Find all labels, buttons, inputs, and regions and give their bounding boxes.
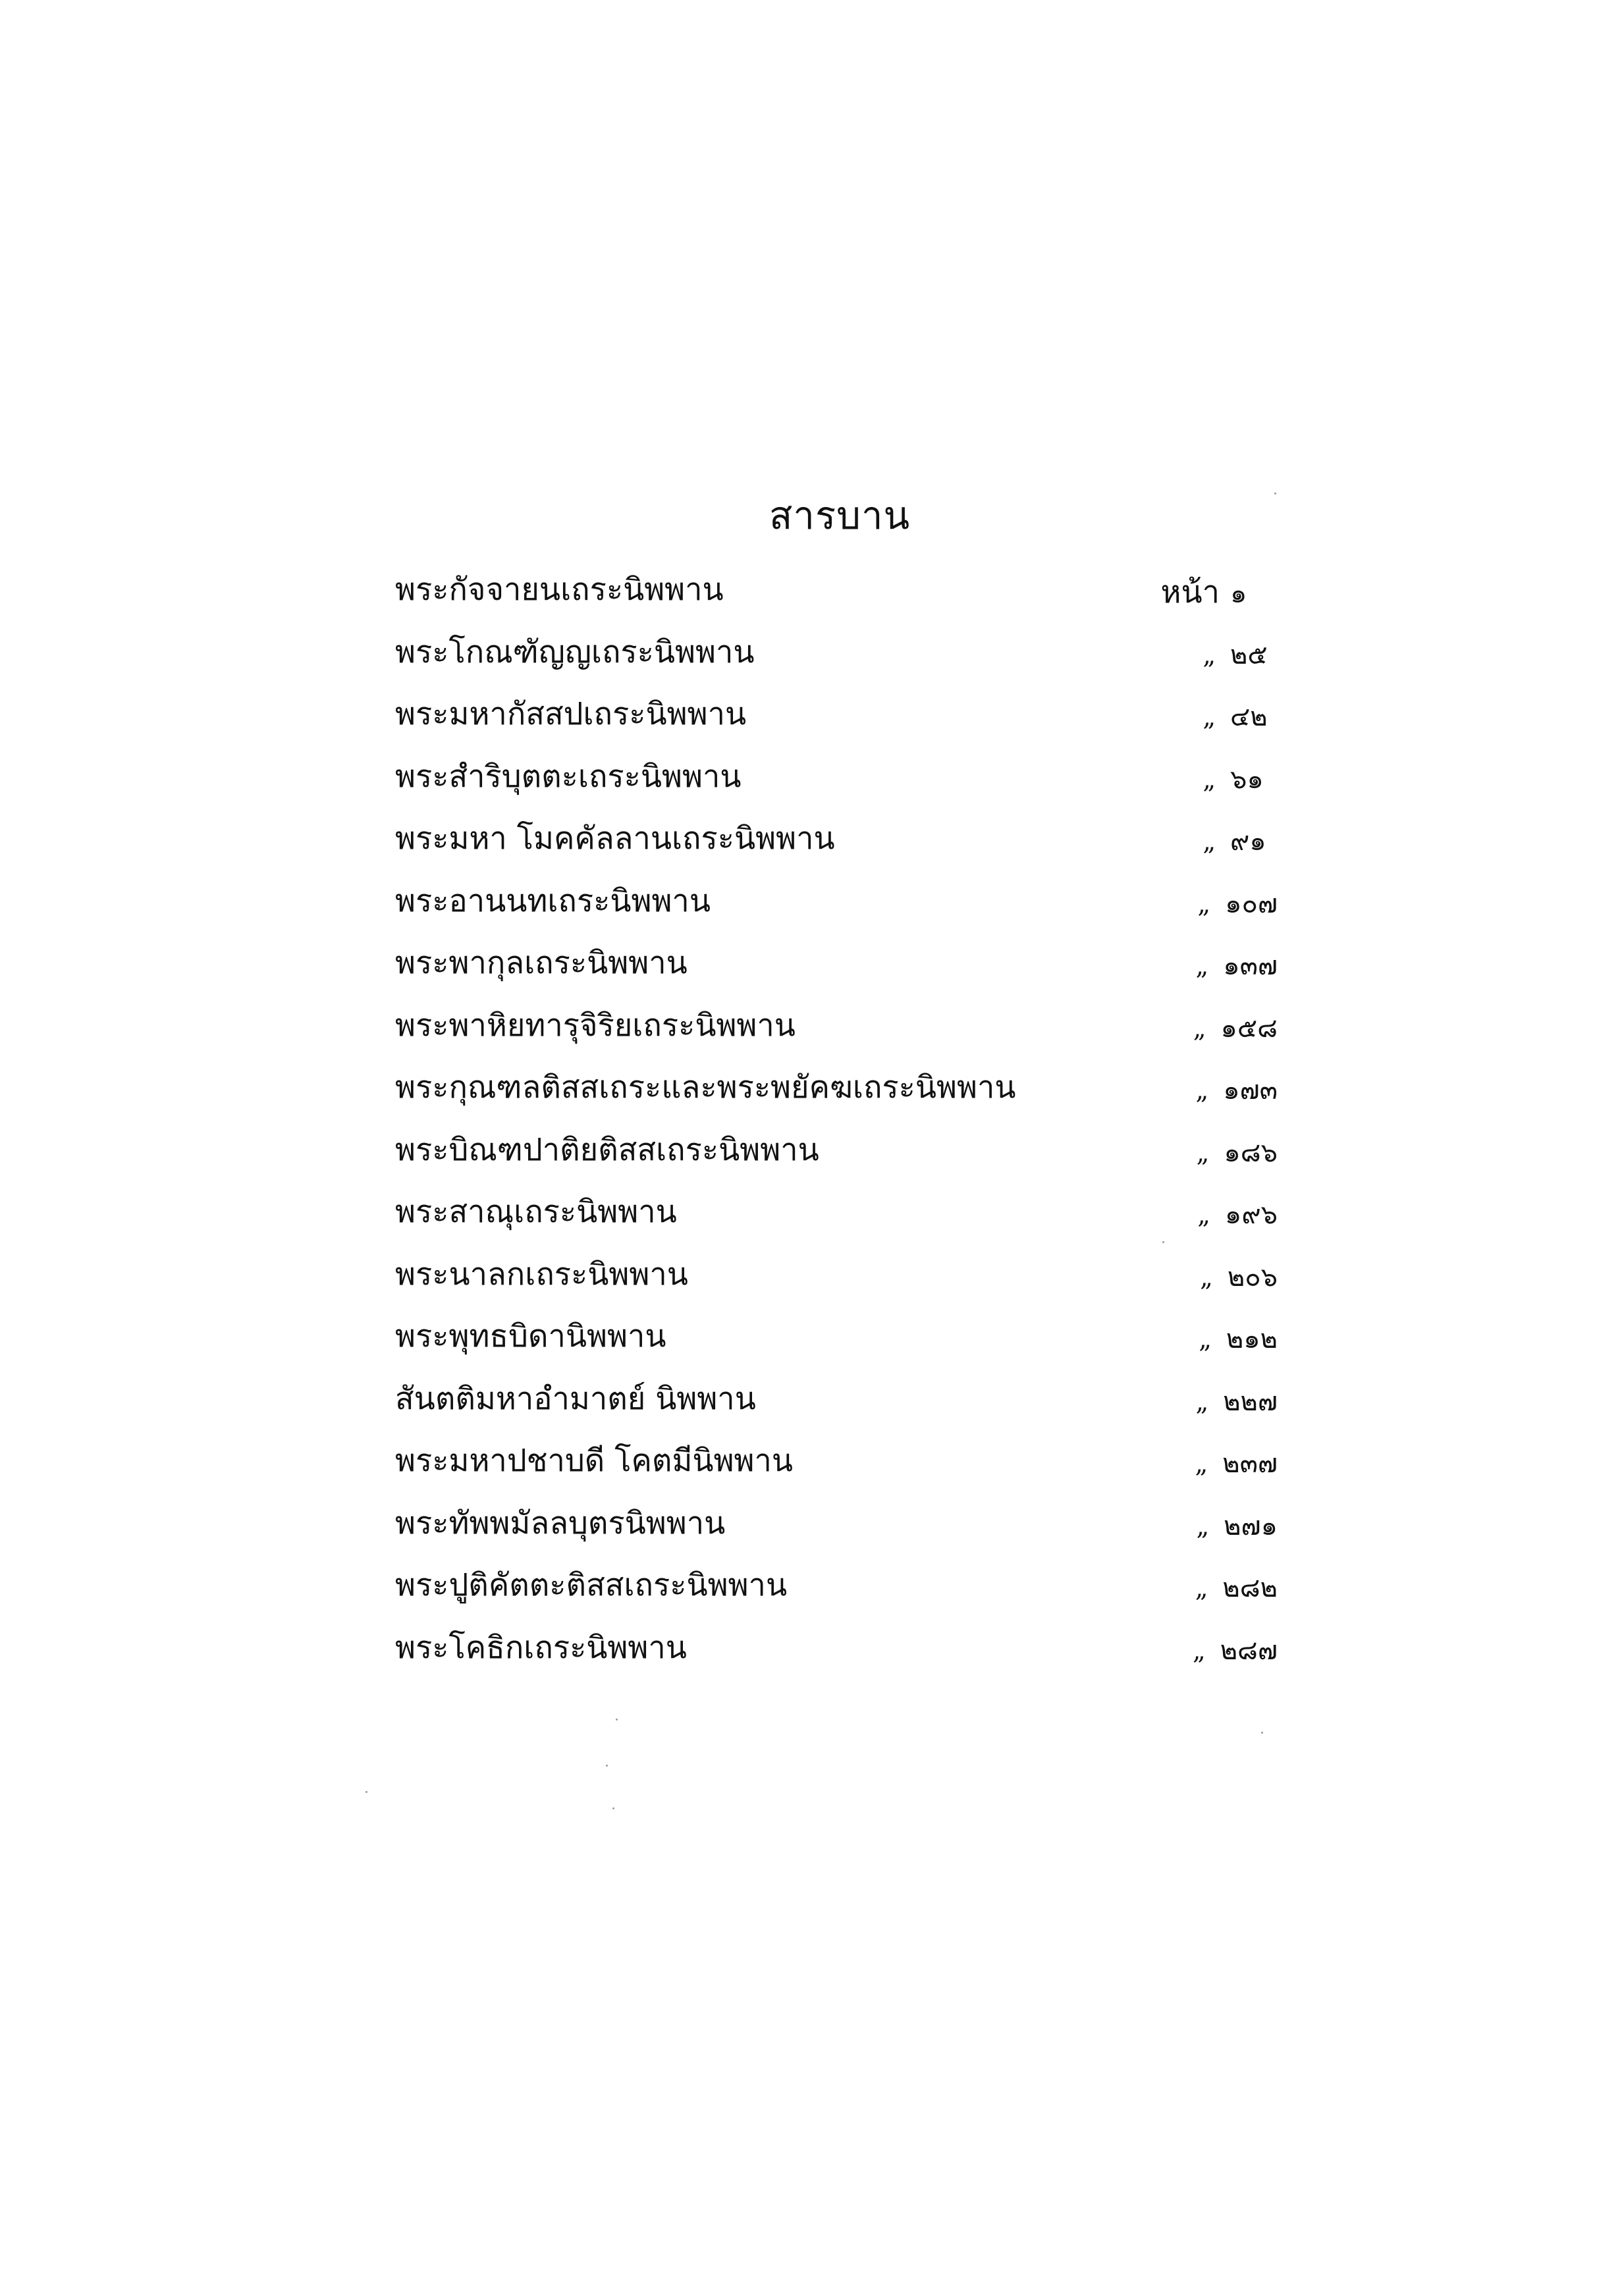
toc-entry-title: พระมหา โมคคัลลานเถระนิพพาน — [395, 820, 835, 857]
ditto-mark: „ — [1203, 640, 1216, 670]
scan-speck — [616, 1719, 618, 1721]
page-number: ๖๑ — [1230, 764, 1264, 795]
toc-entry-title: พระพากุลเถระนิพพาน — [395, 945, 688, 981]
toc-entry-title: พระนาลกเถระนิพพาน — [395, 1256, 688, 1293]
toc-entry-title: พระบิณฑปาติยติสสเถระนิพพาน — [395, 1131, 819, 1168]
toc-entry-title: พระอานนทเถระนิพพาน — [395, 882, 711, 919]
toc-entry — [395, 752, 1278, 814]
ditto-mark: „ — [1200, 1262, 1213, 1292]
toc-entry — [395, 1623, 1278, 1686]
ditto-mark: „ — [1196, 1138, 1210, 1167]
page-number: ๒๓๗ — [1222, 1449, 1278, 1479]
toc-entry-title: พระกุณฑลติสสเถระและพระพยัคฆเถระนิพพาน — [395, 1069, 1016, 1106]
ditto-mark: „ — [1203, 827, 1216, 856]
toc-entry — [395, 1312, 1278, 1374]
page-number: ๒๗๑ — [1224, 1510, 1278, 1541]
page-title: สารบาน — [769, 493, 911, 538]
toc-entry — [395, 1063, 1278, 1125]
toc-entry — [395, 1561, 1278, 1623]
table-of-contents — [395, 565, 1278, 1685]
scan-speck — [365, 1791, 367, 1793]
page-label: หน้า — [1160, 574, 1220, 610]
ditto-mark: „ — [1195, 1387, 1209, 1416]
ditto-mark: „ — [1195, 1449, 1208, 1478]
toc-entry-title: สันตติมหาอำมาตย์ นิพพาน — [395, 1380, 756, 1417]
toc-entry-page — [1197, 886, 1278, 922]
toc-entry-title: พระโกณฑัญญเถระนิพพาน — [395, 633, 755, 670]
ditto-mark: „ — [1195, 951, 1209, 980]
page-number: ๑๙๖ — [1224, 1200, 1278, 1230]
ditto-mark: „ — [1197, 889, 1211, 919]
ditto-mark: „ — [1195, 1574, 1208, 1603]
toc-entry-page — [1196, 1072, 1278, 1109]
toc-entry-title: พระกัจจายนเถระนิพพาน — [395, 572, 724, 608]
ditto-mark: „ — [1197, 1200, 1210, 1229]
page-number: ๑๓๗ — [1223, 951, 1278, 981]
ditto-mark: „ — [1203, 764, 1216, 794]
toc-entry-title: พระมหาปชาบดี โคตมีนิพพาน — [395, 1443, 794, 1479]
toc-entry-page — [1196, 1383, 1278, 1420]
toc-entry — [395, 876, 1278, 939]
ditto-mark: „ — [1196, 1511, 1210, 1541]
toc-entry — [395, 814, 1278, 876]
toc-entry-title: พระสำริบุตตะเถระนิพพาน — [395, 758, 742, 795]
toc-entry-title: พระโคธิกเถระนิพพาน — [395, 1629, 687, 1666]
page-number: ๒๕ — [1230, 639, 1268, 670]
ditto-mark: „ — [1193, 1636, 1206, 1665]
page-number: ๑๕๘ — [1220, 1013, 1278, 1044]
page-number: ๑๘๖ — [1224, 1137, 1278, 1168]
toc-entry — [395, 565, 1278, 627]
toc-entry — [395, 1374, 1278, 1437]
toc-entry-page — [1193, 1632, 1278, 1669]
scan-speck — [606, 1765, 608, 1767]
toc-entry — [395, 1436, 1278, 1499]
page-number: ๒๐๖ — [1227, 1262, 1278, 1293]
toc-entry-page — [1195, 1445, 1278, 1482]
toc-entry-page — [1203, 823, 1278, 860]
toc-entry-page — [1196, 948, 1278, 984]
toc-entry-page — [1196, 1508, 1278, 1545]
toc-entry-page — [1193, 1010, 1278, 1047]
scan-speck — [1261, 1732, 1263, 1734]
toc-entry — [395, 1187, 1278, 1250]
toc-entry-page — [1199, 1321, 1278, 1358]
ditto-mark: „ — [1195, 1076, 1209, 1105]
toc-entry — [395, 1250, 1278, 1312]
scan-speck — [1274, 493, 1276, 494]
toc-entry-page — [1203, 637, 1278, 674]
toc-entry-title: พระมหากัสสปเถระนิพพาน — [395, 696, 747, 732]
page-number: ๔๒ — [1230, 702, 1268, 732]
ditto-mark: „ — [1203, 703, 1216, 732]
scan-speck — [1162, 1241, 1164, 1243]
page-number: ๒๑๒ — [1226, 1324, 1278, 1354]
toc-entry-title: พระทัพพมัลลบุตรนิพพาน — [395, 1505, 726, 1541]
scan-speck — [612, 1807, 614, 1809]
page-number: ๙๑ — [1230, 826, 1266, 857]
toc-entry — [395, 1125, 1278, 1188]
toc-entry-page — [1160, 574, 1278, 612]
page-number: ๑๐๗ — [1225, 888, 1278, 919]
page-number: ๒๘๒ — [1222, 1573, 1278, 1603]
toc-entry-page — [1197, 1135, 1278, 1171]
toc-entry-page — [1200, 1259, 1278, 1296]
ditto-mark: „ — [1199, 1325, 1212, 1354]
toc-entry-title: พระปูติคัตตะติสสเถระนิพพาน — [395, 1567, 788, 1603]
toc-entry — [395, 1499, 1278, 1561]
toc-entry-page — [1195, 1570, 1278, 1607]
toc-entry-title: พระพุทธบิดานิพพาน — [395, 1318, 666, 1354]
toc-entry — [395, 627, 1278, 690]
toc-entry — [395, 1001, 1278, 1063]
toc-entry-page — [1197, 1196, 1278, 1233]
page-number: ๑๗๓ — [1223, 1075, 1278, 1106]
page-number: ๑ — [1230, 579, 1247, 609]
toc-entry — [395, 938, 1278, 1001]
toc-entry-title: พระสาณุเถระนิพพาน — [395, 1194, 677, 1230]
toc-entry — [395, 689, 1278, 752]
page-number: ๒๒๗ — [1223, 1386, 1278, 1417]
toc-entry-page — [1203, 699, 1278, 735]
toc-entry-page — [1203, 761, 1278, 798]
ditto-mark: „ — [1193, 1013, 1206, 1043]
page-number: ๒๘๗ — [1220, 1635, 1278, 1666]
toc-entry-title: พระพาหิยทารุจิริยเถระนิพพาน — [395, 1007, 796, 1044]
